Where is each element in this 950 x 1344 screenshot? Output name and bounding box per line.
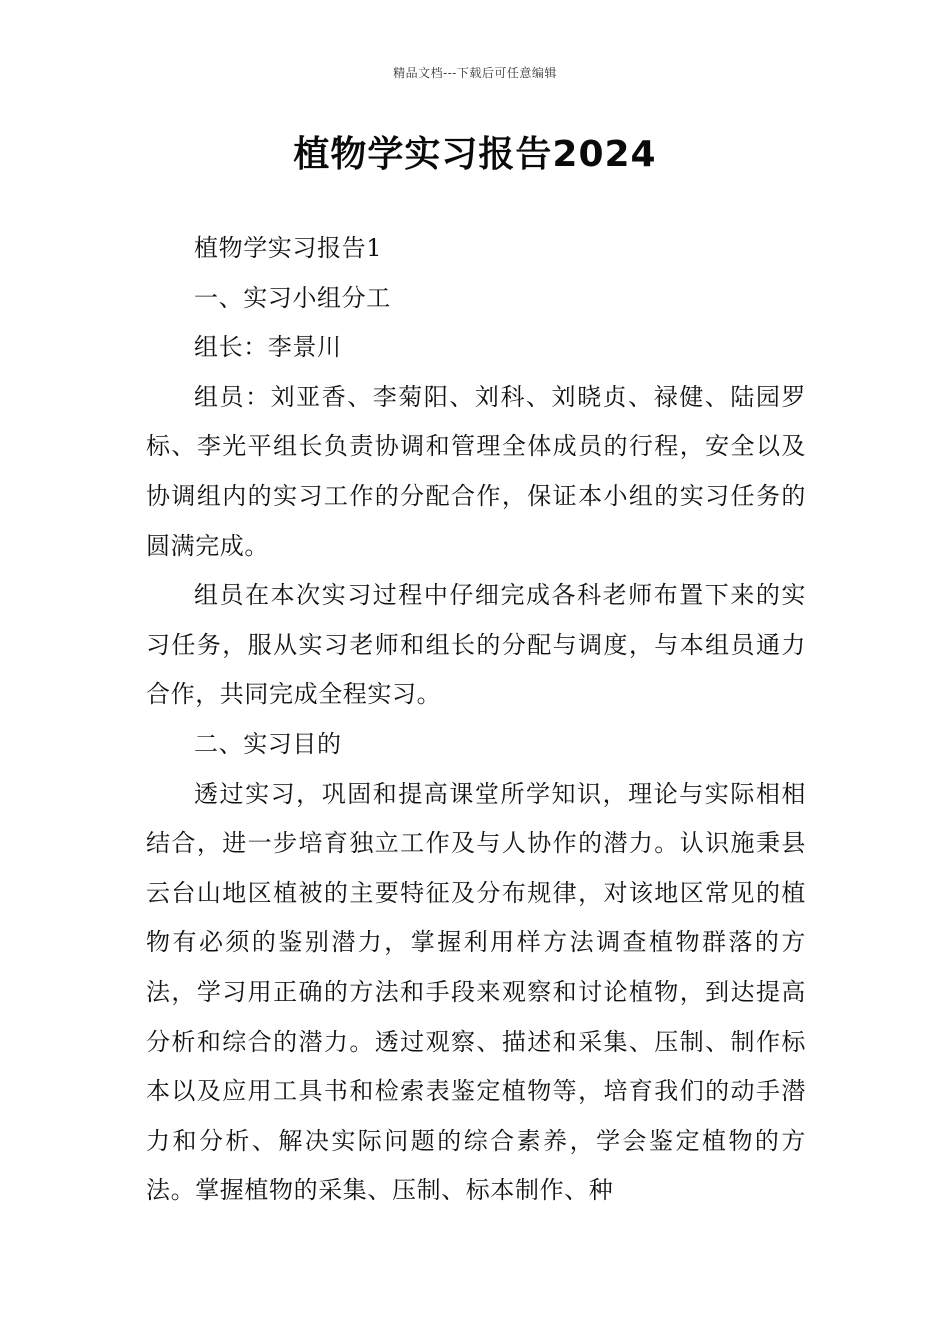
document-title: 植物学实习报告2024 [293, 134, 657, 175]
paragraph-group-leader: 组长：李景川 [194, 333, 342, 362]
paragraph-report-subtitle: 植物学实习报告1 [194, 234, 383, 262]
paragraph-internship-purpose: 透过实习，巩固和提高课堂所学知识，理论与实际相相结合，进一步培育独立工作及与人协作的潜力。认识施秉县云台山地区植被的主要特征及分布规律，对该地区常见的植物有必须的鉴别潜力，掌握利用样方法调查植物群落的方法，学习用正确的方法和手段来观察和讨论植物，到达提高分析和综合的潜力。透过观察、描述和采集、压制、制作标本以及应用工具书和检索表鉴定植物等，培育我们的动手潜力和分析、解决实际问题的综合素养，学会鉴定植物的方法。掌握植物的采集、压制、标本制作、种 [146, 779, 806, 1205]
paragraph-section-heading-1: 一、实习小组分工 [194, 283, 391, 312]
paragraph-member-duties: 组员在本次实习过程中仔细完成各科老师布置下来的实习任务，服从实习老师和组长的分配与调度，与本组员通力合作，共同完成全程实习。 [146, 581, 806, 709]
header-note: 精品文档---下载后可任意编辑 [393, 66, 557, 80]
paragraph-section-heading-2: 二、实习目的 [194, 729, 342, 758]
paragraph-group-members: 组员：刘亚香、李菊阳、刘科、刘晓贞、禄健、陆园罗标、李光平组长负责协调和管理全体成员的行程，安全以及协调组内的实习工作的分配合作，保证本小组的实习任务的圆满完成。 [146, 382, 806, 560]
document-body [146, 224, 806, 1216]
